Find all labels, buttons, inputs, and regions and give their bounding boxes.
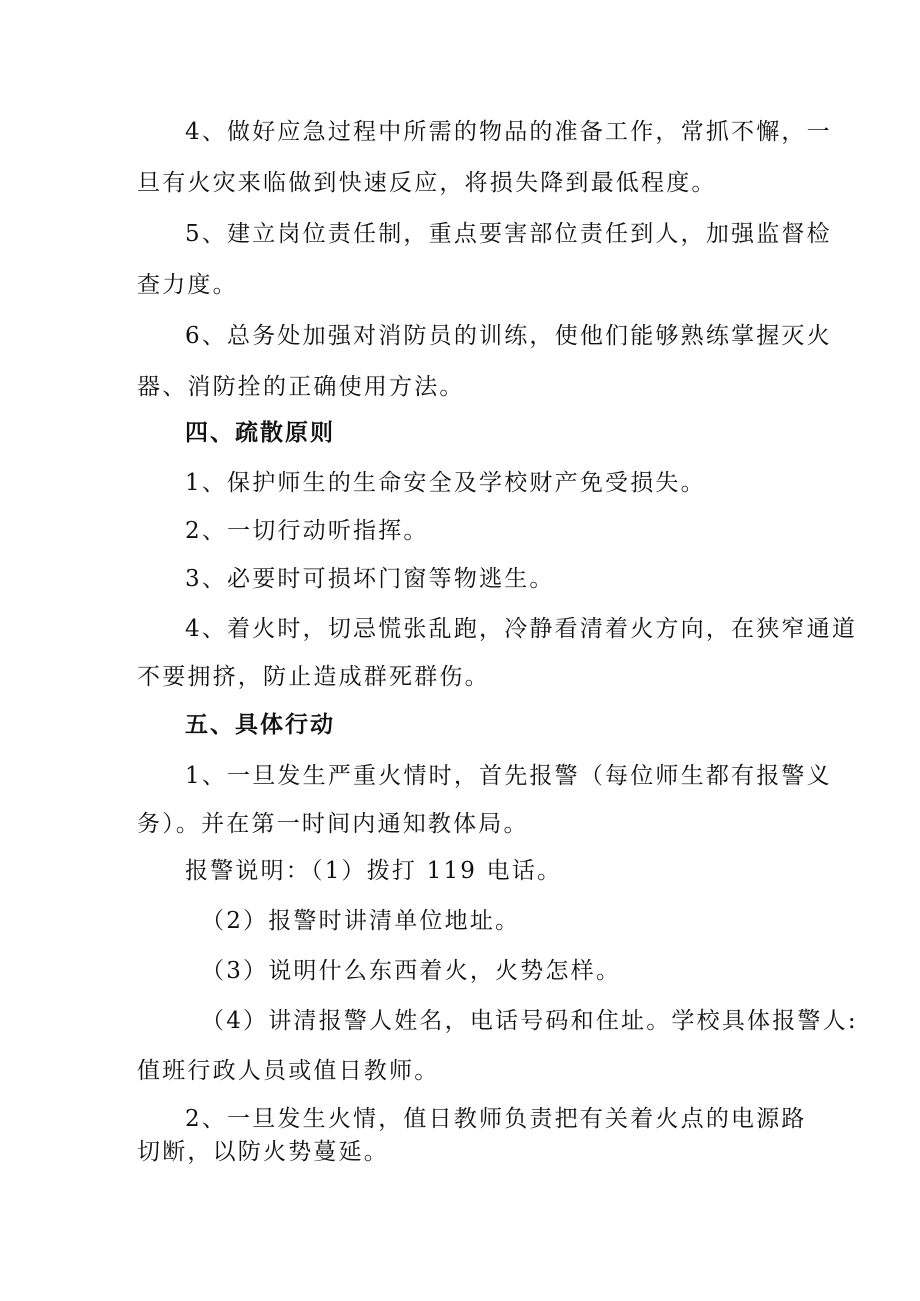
- paragraph-line: （2）报警时讲清单位地址。: [201, 908, 521, 934]
- paragraph-line: 1、保护师生的生命安全及学校财产免受损失。: [185, 470, 706, 496]
- paragraph-line: （4）讲清报警人姓名，电话号码和住址。学校具体报警人:: [201, 1008, 858, 1034]
- paragraph-line: 3、必要时可损坏门窗等物逃生。: [185, 566, 555, 592]
- paragraph-line: 2、一旦发生火情，值日教师负责把有关着火点的电源路: [185, 1106, 807, 1132]
- paragraph-line: 旦有火灾来临做到快速反应，将损失降到最低程度。: [137, 170, 717, 196]
- paragraph-line: 4、做好应急过程中所需的物品的准备工作，常抓不懈，一: [185, 119, 832, 145]
- paragraph-line: 2、一切行动听指挥。: [185, 518, 429, 544]
- paragraph-line: 1、一旦发生严重火情时，首先报警（每位师生都有报警义: [185, 763, 832, 789]
- section-heading: 四、疏散原则: [185, 420, 335, 446]
- paragraph-line: 6、总务处加强对消防员的训练，使他们能够熟练掌握灭火: [185, 323, 832, 349]
- section-heading: 五、具体行动: [185, 712, 335, 738]
- paragraph-line: 务）。并在第一时间内通知教体局。: [137, 811, 529, 837]
- paragraph-line: 值班行政人员或值日教师。: [137, 1058, 440, 1084]
- paragraph-line: 不要拥挤，防止造成群死群伤。: [137, 664, 490, 690]
- paragraph-line: 切断，以防火势蔓延。: [137, 1139, 389, 1165]
- paragraph-line: 查力度。: [137, 272, 238, 298]
- paragraph-line: 4、着火时，切忌慌张乱跑，冷静看清着火方向，在狭窄通道: [185, 616, 858, 642]
- paragraph-line: （3）说明什么东西着火，火势怎样。: [201, 958, 622, 984]
- paragraph-line: 器、消防拴的正确使用方法。: [137, 374, 465, 400]
- paragraph-line: 报警说明：（1）拨打 119 电话。: [185, 858, 563, 884]
- paragraph-line: 5、建立岗位责任制，重点要害部位责任到人，加强监督检: [185, 221, 832, 247]
